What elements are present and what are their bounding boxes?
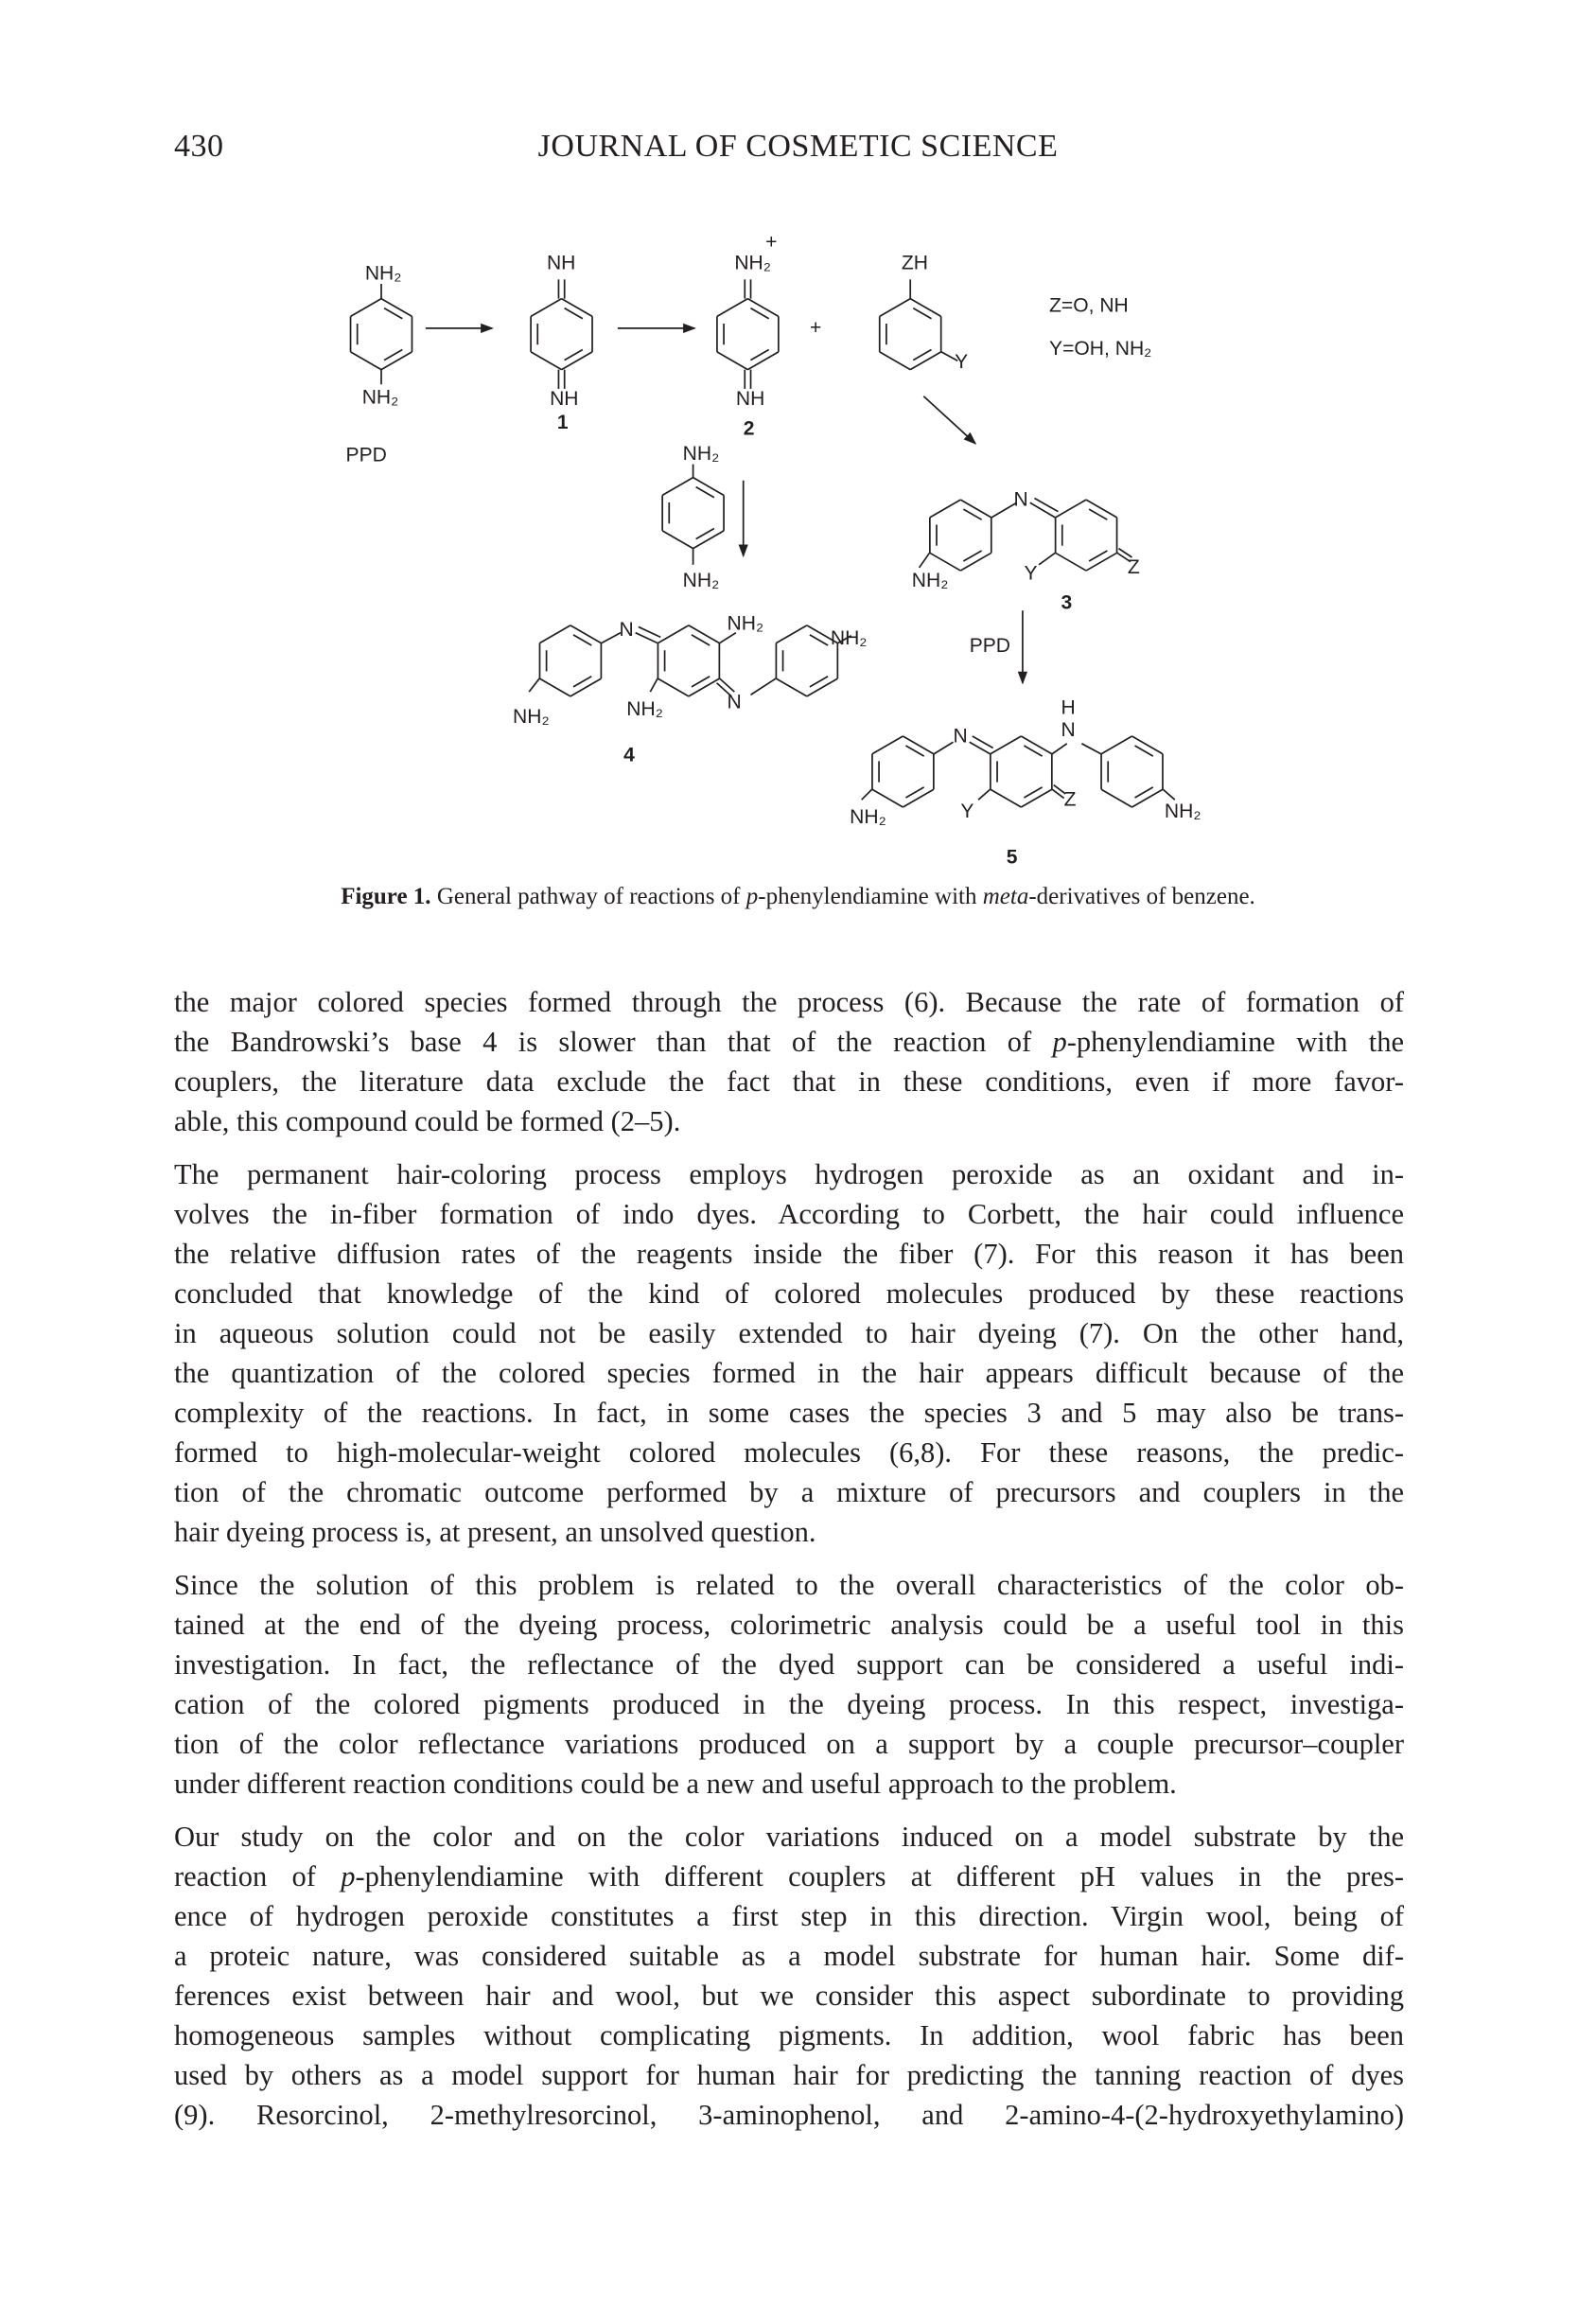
c1-top-label: NH — [546, 252, 576, 274]
compound-1-number: 1 — [556, 412, 569, 434]
bond — [662, 531, 693, 549]
bond — [880, 299, 910, 317]
bond — [930, 500, 960, 518]
bond — [689, 678, 719, 696]
bond — [1021, 789, 1051, 807]
text-line: homogeneous samples without complicating pigments. In addition, wool fabric has been — [174, 2019, 1404, 2051]
coupler-top-label: ZH — [901, 252, 928, 274]
bond — [978, 789, 990, 800]
text-line: tion of the color reflectance variations produced on a support by a couple precursor–coupler — [174, 1728, 1404, 1760]
compound-5-number: 5 — [1006, 846, 1018, 869]
ppd-top-label: NH₂ — [364, 262, 402, 285]
bond — [903, 789, 933, 807]
bond — [658, 625, 688, 643]
text-line: Since the solution of this problem is related to the overall characteristics of the color ob- — [174, 1569, 1404, 1601]
text-line: couplers, the literature data exclude the fact that in these conditions, even if more favor- — [174, 1065, 1404, 1098]
caption-text: General pathway of reactions of — [430, 884, 746, 909]
text-line: tion of the chromatic outcome performed by a mixture of precursors and couplers in the — [174, 1476, 1404, 1508]
c4-nh2-top: NH₂ — [727, 612, 764, 635]
c5-nh2-right: NH₂ — [1164, 800, 1201, 822]
bond — [872, 789, 903, 807]
bond — [1021, 736, 1051, 754]
bond — [539, 678, 570, 696]
text-segment: -phenylendiamine with the — [1066, 1026, 1405, 1058]
text-line: concluded that knowledge of the kind of colored molecules produced by these reactions — [174, 1277, 1404, 1310]
text-line: the relative diffusion rates of the reagents inside the fiber (7). For this reason it has been — [174, 1238, 1404, 1270]
bond — [539, 625, 570, 643]
bond — [1052, 744, 1067, 754]
bond — [1086, 500, 1116, 518]
text-line: complexity of the reactions. In fact, in some cases the species 3 and 5 may also be trans- — [174, 1397, 1404, 1429]
c5-nh2-left: NH₂ — [850, 806, 886, 829]
bond — [1034, 499, 1058, 512]
c3-nh2-label: NH₂ — [911, 570, 949, 592]
caption-italic: p — [745, 884, 759, 909]
bond — [872, 736, 903, 754]
reaction-arrow — [923, 396, 975, 444]
ppd2-bottom-label: NH₂ — [682, 570, 720, 592]
bond — [662, 478, 693, 496]
figure-caption — [0, 884, 1596, 910]
c4-nh2-bottom: NH₂ — [626, 698, 663, 721]
text-line: the major colored species formed through the process (6). Because the rate of formation of — [174, 986, 1404, 1018]
bond — [658, 678, 688, 696]
text-line: investigation. In fact, the reflectance of the dyed support can be considered a useful indi- — [174, 1648, 1404, 1681]
bond — [991, 736, 1021, 754]
caption-italic: meta — [982, 884, 1029, 909]
ppd-name: PPD — [345, 444, 387, 466]
bond — [751, 678, 777, 695]
bond — [934, 742, 953, 753]
text-segment: reaction of — [174, 1860, 342, 1892]
bond — [1030, 502, 1056, 518]
bond — [960, 500, 991, 518]
c2-charge: + — [765, 231, 778, 254]
coupler-y-label: Y — [955, 351, 969, 374]
bond — [920, 553, 930, 568]
text-line: a proteic nature, was considered suitable as a model substrate for human hair. Some dif- — [174, 1940, 1404, 1972]
text-line: tained at the end of the dyeing process, colorimetric analysis could be a useful tool in this — [174, 1609, 1404, 1641]
text-line: volves the in-fiber formation of indo dyes. According to Corbett, the hair could influence — [174, 1198, 1404, 1230]
text-line: used by others as a model support for human hair for predicting the tanning reaction of dyes — [174, 2059, 1404, 2091]
c1-bottom-label: NH — [550, 388, 579, 411]
bond — [1056, 553, 1086, 571]
bond — [351, 299, 381, 317]
bond — [693, 478, 724, 496]
bond — [910, 299, 940, 317]
text-line: ferences exist between hair and wool, but we consider this aspect subordinate to providing — [174, 1980, 1404, 2012]
bond — [1056, 500, 1086, 518]
bond — [747, 352, 778, 370]
c3-y-label: Y — [1024, 562, 1038, 585]
bond — [531, 352, 561, 370]
italic-text: p — [1052, 1026, 1067, 1058]
text-line: ence of hydrogen peroxide constitutes a first step in this direction. Virgin wool, being of — [174, 1900, 1404, 1932]
plus-sign: + — [809, 317, 822, 340]
bond — [991, 789, 1021, 807]
text-line: formed to high-molecular-weight colored molecules (6,8). For these reasons, the predic- — [174, 1436, 1404, 1469]
compound-2-number: 2 — [743, 417, 755, 440]
bond — [1132, 789, 1163, 807]
caption-text: -derivatives of benzene. — [1028, 884, 1255, 909]
text-line: able, this compound could be formed (2–5). — [174, 1105, 681, 1137]
ppd-arrow-label: PPD — [969, 634, 1011, 657]
c4-nh2-right: NH₂ — [830, 627, 868, 650]
bond — [1039, 553, 1055, 564]
bond — [1101, 789, 1131, 807]
bond — [717, 299, 747, 317]
running-title: JOURNAL OF COSMETIC SCIENCE — [537, 129, 1059, 164]
bond — [562, 299, 592, 317]
bond — [776, 678, 806, 696]
bond — [1132, 736, 1163, 754]
paragraph-1 — [174, 982, 1404, 1141]
bond — [903, 736, 933, 754]
text-line: Our study on the color and on the color variations induced on a model substrate by the — [174, 1821, 1404, 1853]
bond — [880, 352, 910, 370]
figure-label: Figure 1. — [341, 884, 431, 909]
c5-z-label: Z — [1063, 788, 1077, 811]
text-line: (9). Resorcinol, 2-methylresorcinol, 3-aminophenol, and 2-amino-4-(2-hydroxyethylamino) — [174, 2099, 1404, 2131]
bond — [562, 352, 592, 370]
c5-n-label: N — [953, 725, 968, 748]
text-line: cation of the colored pigments produced in the dyeing process. In this respect, investiga- — [174, 1688, 1404, 1720]
text-segment: -phenylendiamine with different couplers at different pH values in the pres- — [355, 1860, 1405, 1892]
caption-text: -phenylendiamine with — [758, 884, 983, 909]
bond — [1081, 744, 1100, 754]
bond — [717, 352, 747, 370]
text-line: in aqueous solution could not be easily extended to hair dyeing (7). On the other hand, — [174, 1317, 1404, 1349]
text-line: the quantization of the colored species formed in the hair appears difficult because of the — [174, 1357, 1404, 1389]
compound-4-number: 4 — [623, 744, 635, 766]
bond — [776, 625, 806, 643]
bond — [650, 678, 658, 692]
bond — [602, 633, 621, 643]
text-line: under different reaction conditions could be a new and useful approach to the problem. — [174, 1768, 1177, 1800]
c5-y-label: Y — [960, 800, 974, 822]
ppd2-top-label: NH₂ — [682, 442, 720, 465]
bond — [1163, 789, 1174, 800]
page-number: 430 — [174, 129, 224, 164]
text-line: hair dyeing process is, at present, an unsolved question. — [174, 1516, 816, 1548]
bond — [381, 352, 412, 370]
bond — [351, 352, 381, 370]
bond — [807, 678, 837, 696]
text-line — [174, 1022, 1404, 1062]
legend-y: Y=OH, NH₂ — [1049, 338, 1152, 361]
bond — [529, 678, 539, 692]
compound-3-number: 3 — [1061, 591, 1073, 614]
bond — [693, 531, 724, 549]
bond — [381, 299, 412, 317]
bond — [570, 625, 601, 643]
paragraph-2 — [174, 1154, 1404, 1552]
paragraph-3 — [174, 1565, 1404, 1804]
c3-z-label: Z — [1127, 556, 1140, 579]
bond — [1101, 736, 1131, 754]
bond — [720, 678, 735, 692]
text-line: The permanent hair-coloring process employs hydrogen peroxide as an oxidant and in- — [174, 1158, 1404, 1190]
bond — [570, 678, 601, 696]
bond — [531, 299, 561, 317]
bond — [910, 352, 940, 370]
bond — [930, 553, 960, 571]
ppd-bottom-label: NH₂ — [361, 386, 399, 409]
bond — [689, 625, 719, 643]
c2-bottom-label: NH — [735, 388, 765, 411]
text-line — [174, 1857, 1404, 1896]
bond — [1086, 553, 1116, 571]
c5-h-label: H — [1061, 696, 1076, 719]
bond — [747, 299, 778, 317]
c2-top-label: NH₂ — [734, 252, 771, 274]
paragraph-4 — [174, 1817, 1404, 2135]
bond — [862, 789, 872, 800]
c3-n-label: N — [1013, 488, 1028, 511]
c4-n1-label: N — [619, 618, 634, 641]
bond — [960, 553, 991, 571]
c4-nh2-left: NH₂ — [513, 705, 550, 728]
c5-nh-label: N — [1061, 719, 1076, 742]
legend-z: Z=O, NH — [1049, 294, 1129, 317]
italic-text: p — [341, 1860, 356, 1892]
text-segment: the Bandrowski’s base 4 is slower than that of the reaction of — [174, 1026, 1053, 1058]
c4-n2-label: N — [727, 691, 742, 713]
